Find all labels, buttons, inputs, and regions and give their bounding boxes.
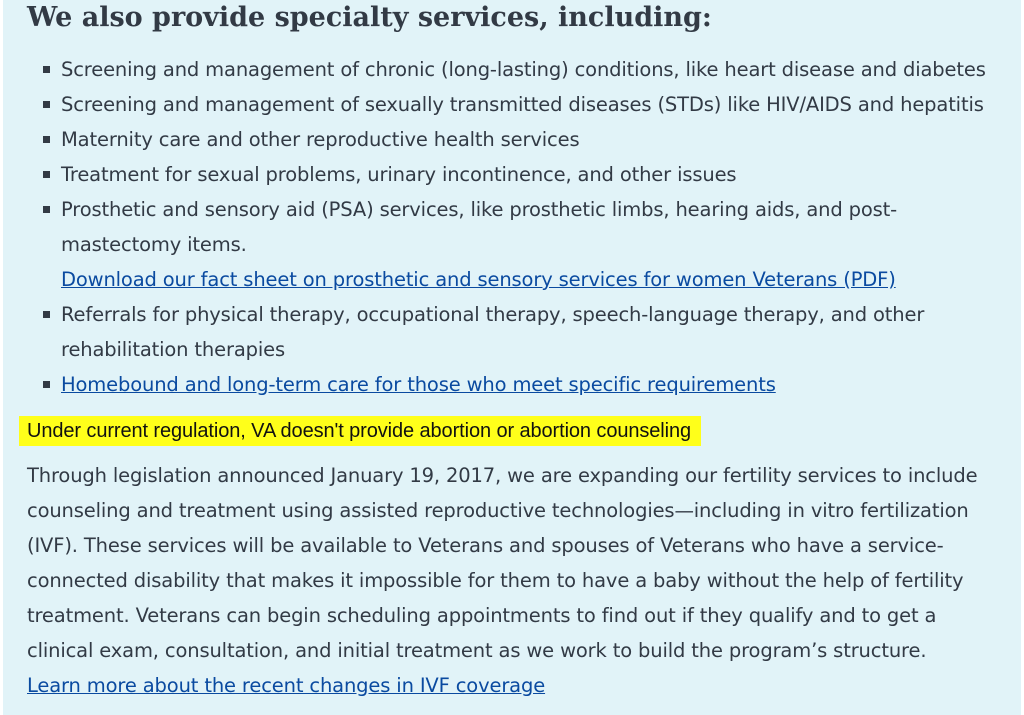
list-item [3, 122, 1021, 157]
service-text: Maternity care and other reproductive health services [61, 128, 580, 151]
paragraph-line: counseling and treatment using assisted reproductive technologies—including in vitro fertilization [27, 499, 969, 522]
square-bullet-icon [43, 66, 50, 73]
homebound-care-link[interactable]: Homebound and long-term care for those who meet specific requirements [61, 373, 776, 396]
ivf-paragraph [27, 458, 977, 668]
service-text: mastectomy items. [61, 233, 247, 256]
content-panel [3, 0, 1021, 715]
abortion-notice: Under current regulation, VA doesn't provide abortion or abortion counseling [19, 416, 701, 446]
list-item [3, 157, 1021, 192]
list-item [3, 52, 1021, 87]
section-heading: We also provide specialty services, including: [27, 2, 712, 33]
paragraph-line: Through legislation announced January 19, 2017, we are expanding our fertility services to include [27, 464, 978, 487]
square-bullet-icon [43, 381, 50, 388]
list-item [3, 297, 1021, 367]
service-text: Screening and management of sexually transmitted diseases (STDs) like HIV/AIDS and hepatitis [61, 93, 984, 116]
square-bullet-icon [43, 206, 50, 213]
ivf-coverage-link[interactable]: Learn more about the recent changes in IVF coverage [27, 674, 546, 697]
list-item [3, 192, 1021, 297]
list-item [3, 367, 1021, 402]
list-item [3, 87, 1021, 122]
paragraph-line: clinical exam, consultation, and initial treatment as we work to build the program’s structure. [27, 639, 927, 662]
paragraph-line: (IVF). These services will be available to Veterans and spouses of Veterans who have a service- [27, 534, 944, 557]
service-text: Referrals for physical therapy, occupational therapy, speech-language therapy, and other [61, 303, 925, 326]
prosthetic-fact-sheet-link[interactable]: Download our fact sheet on prosthetic and sensory services for women Veterans (PDF) [61, 268, 896, 291]
service-text: rehabilitation therapies [61, 338, 285, 361]
service-text: Prosthetic and sensory aid (PSA) services, like prosthetic limbs, hearing aids, and post- [61, 198, 898, 221]
paragraph-line: connected disability that makes it impossible for them to have a baby without the help of fertility [27, 569, 964, 592]
square-bullet-icon [43, 171, 50, 178]
services-list [3, 52, 1021, 402]
square-bullet-icon [43, 311, 50, 318]
service-text: Treatment for sexual problems, urinary incontinence, and other issues [61, 163, 737, 186]
square-bullet-icon [43, 101, 50, 108]
service-text: Screening and management of chronic (long-lasting) conditions, like heart disease and diabetes [61, 58, 986, 81]
paragraph-line: treatment. Veterans can begin scheduling appointments to find out if they qualify and to get a [27, 604, 937, 627]
square-bullet-icon [43, 136, 50, 143]
